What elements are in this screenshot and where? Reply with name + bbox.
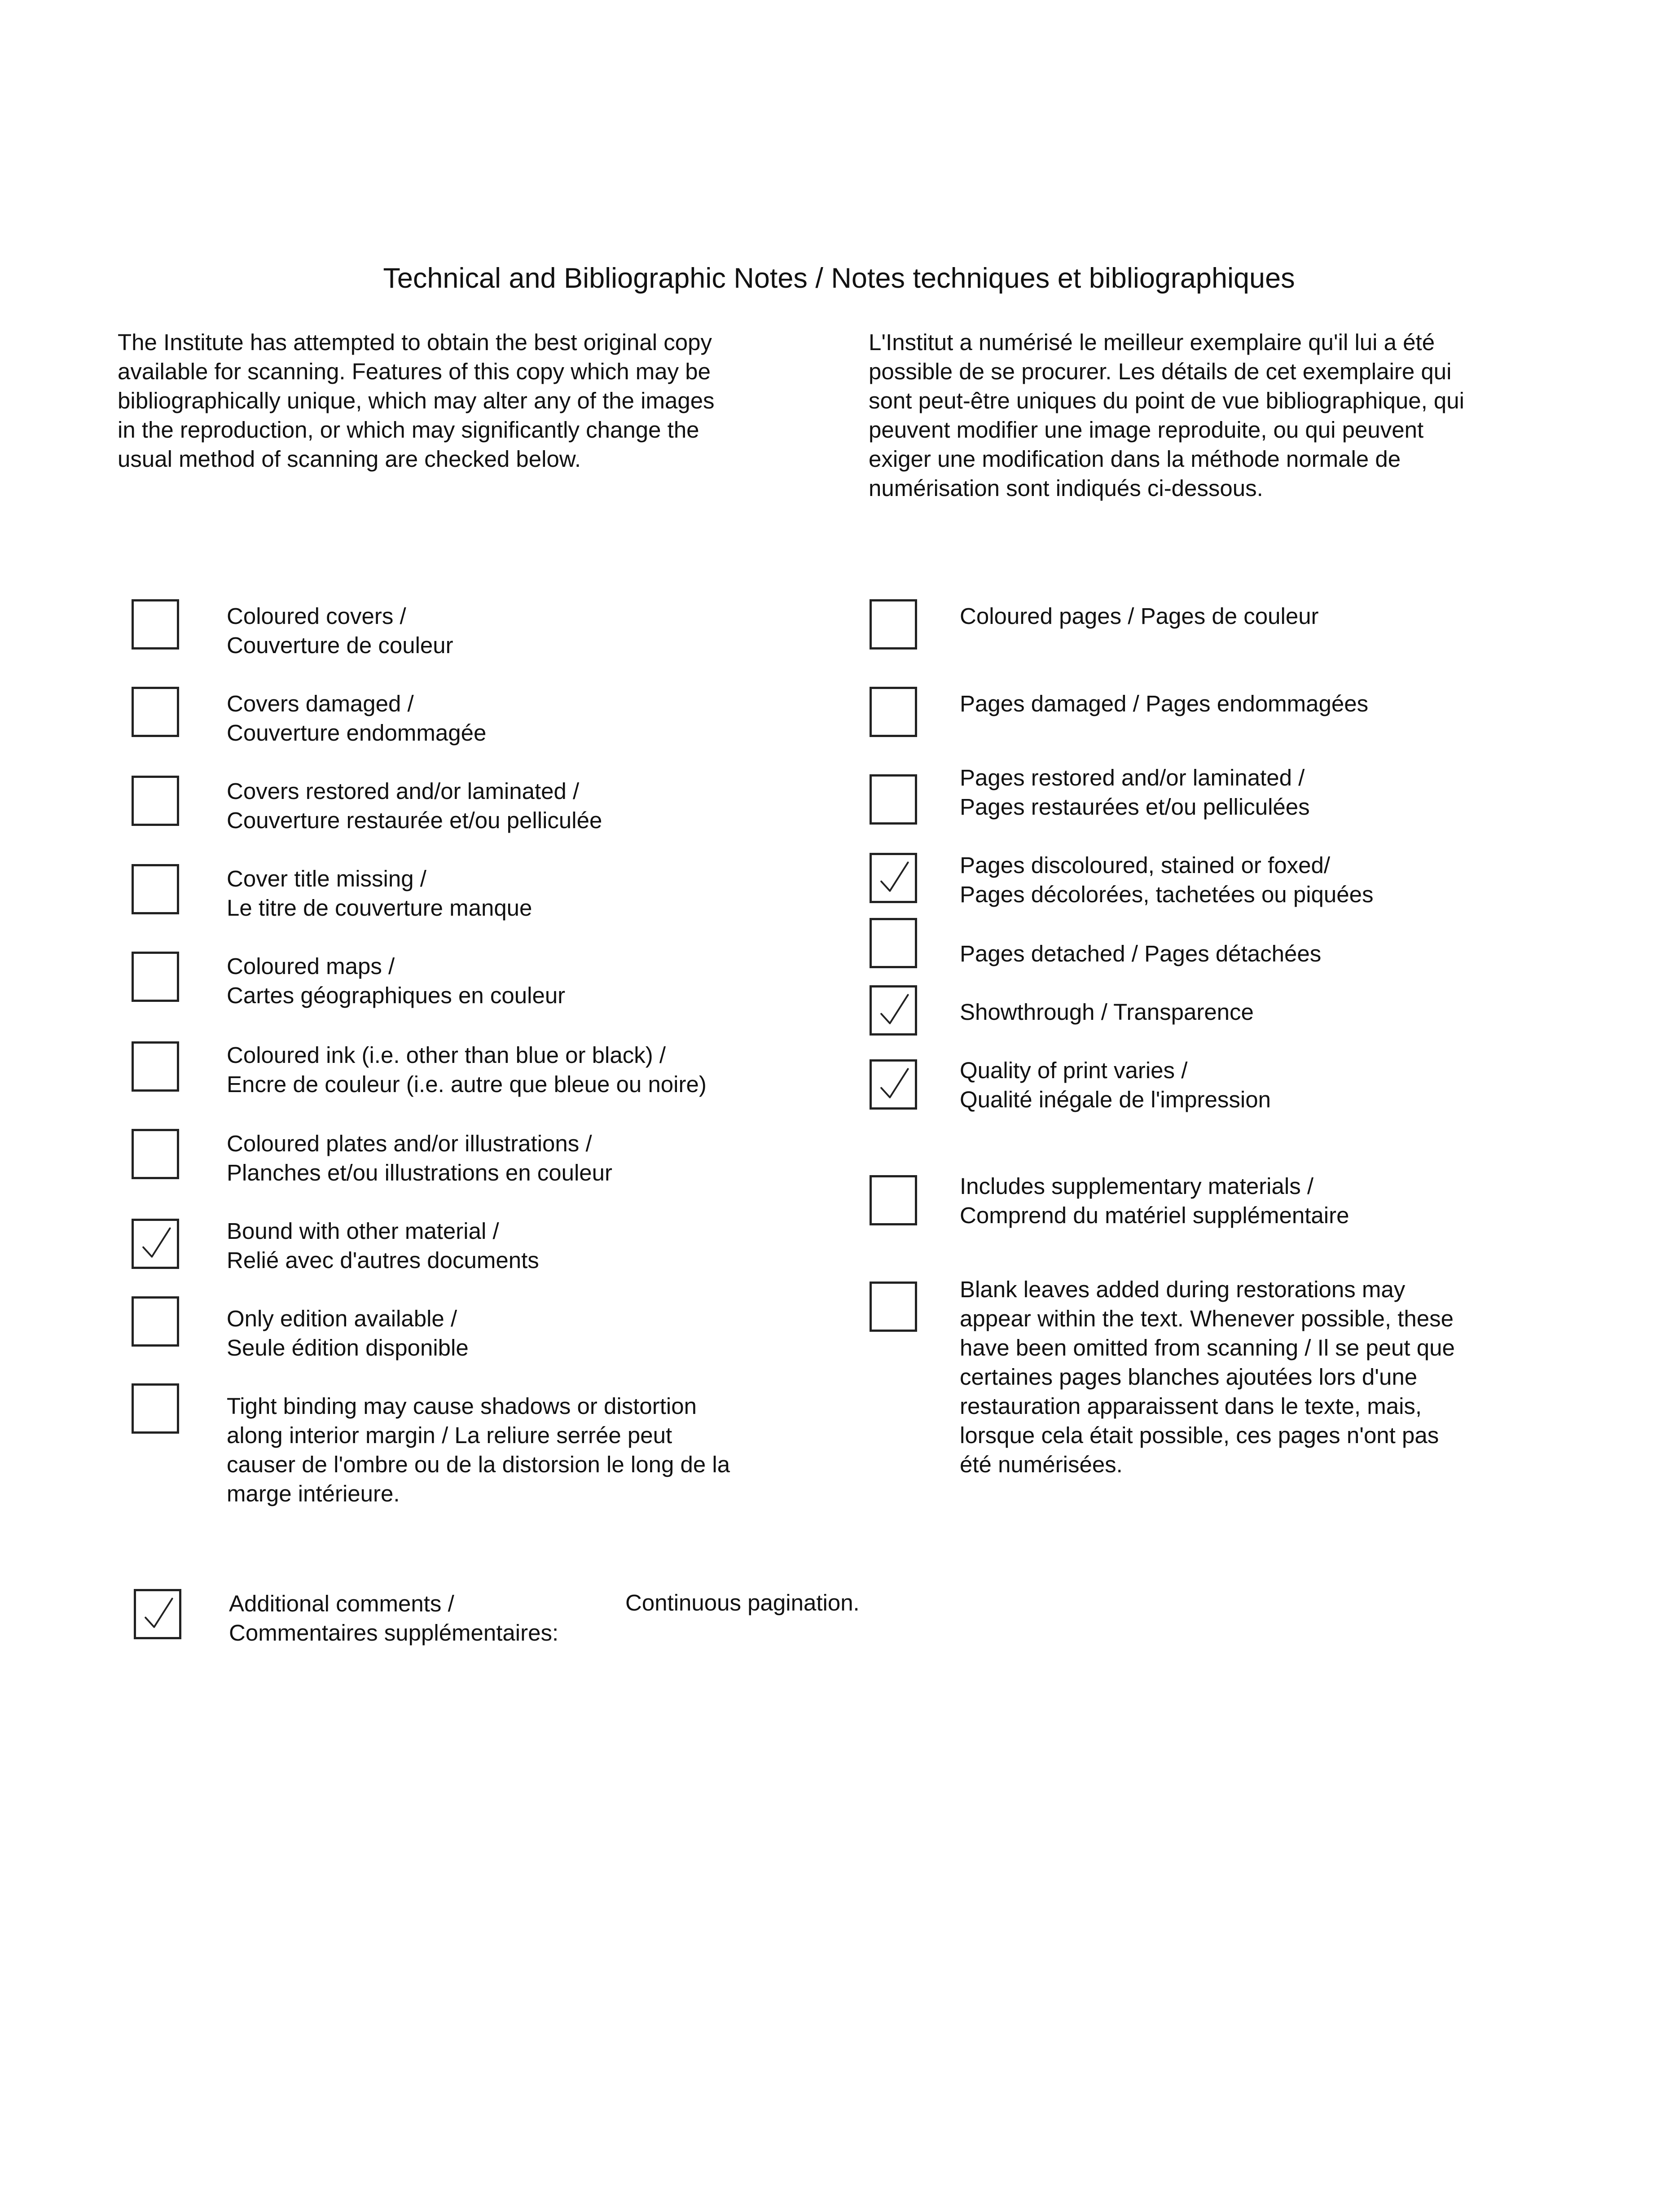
item-label-line: Tight binding may cause shadows or distortion xyxy=(227,1393,697,1419)
item-label-line: marge intérieure. xyxy=(227,1481,400,1506)
item-label-line: Quality of print varies / xyxy=(960,1058,1188,1083)
left-item-label-3 xyxy=(227,777,602,835)
left-checkbox-1[interactable] xyxy=(132,599,179,650)
item-label-line: Encre de couleur (i.e. autre que bleue ou noire) xyxy=(227,1071,707,1097)
left-item-label-10 xyxy=(227,1391,730,1508)
item-label-line: Showthrough / Transparence xyxy=(960,999,1254,1025)
item-label-line: Relié avec d'autres documents xyxy=(227,1247,539,1273)
item-label-line: Couverture de couleur xyxy=(227,632,453,658)
intro-line: usual method of scanning are checked below. xyxy=(118,446,581,472)
item-label-line: Bound with other material / xyxy=(227,1218,499,1244)
item-label-line: Coloured covers / xyxy=(227,603,406,629)
checkmark-icon xyxy=(872,988,915,1033)
checkmark-icon xyxy=(872,1062,915,1107)
right-item-label-7 xyxy=(960,1056,1271,1114)
intro-line: available for scanning. Features of this copy which may be xyxy=(118,359,711,384)
left-item-label-6 xyxy=(227,1040,707,1099)
item-label-line: Pages restaurées et/ou pelliculées xyxy=(960,794,1310,820)
left-checkbox-8[interactable] xyxy=(132,1219,179,1269)
intro-french xyxy=(869,328,1464,503)
right-checkbox-3[interactable] xyxy=(870,774,917,825)
right-checkbox-5[interactable] xyxy=(870,918,917,968)
intro-line: The Institute has attempted to obtain the best original copy xyxy=(118,329,712,355)
right-item-label-9 xyxy=(960,1275,1455,1479)
additional-comments-value: Continuous pagination. xyxy=(625,1590,860,1615)
item-label-line: Planches et/ou illustrations en couleur xyxy=(227,1160,613,1185)
page-title: Technical and Bibliographic Notes / Notes techniques et bibliographiques xyxy=(383,263,1295,294)
intro-line: possible de se procurer. Les détails de cet exemplaire qui xyxy=(869,359,1452,384)
right-checkbox-4[interactable] xyxy=(870,853,917,903)
left-checkbox-2[interactable] xyxy=(132,687,179,737)
item-label-line: Coloured pages / Pages de couleur xyxy=(960,603,1319,629)
item-label-line: Couverture restaurée et/ou pelliculée xyxy=(227,808,602,833)
item-label-line: Couverture endommagée xyxy=(227,720,487,746)
intro-line: L'Institut a numérisé le meilleur exemplaire qu'il lui a été xyxy=(869,329,1435,355)
checkmark-icon xyxy=(136,1591,179,1637)
right-item-label-3 xyxy=(960,763,1310,821)
right-item-label-2 xyxy=(960,689,1368,718)
left-checkbox-4[interactable] xyxy=(132,864,179,914)
intro-english xyxy=(118,328,715,474)
intro-line: numérisation sont indiqués ci-dessous. xyxy=(869,475,1263,501)
intro-line: in the reproduction, or which may significantly change the xyxy=(118,417,699,443)
additional-comments-checkbox[interactable] xyxy=(134,1589,181,1639)
item-label-line: have been omitted from scanning / Il se peut que xyxy=(960,1335,1455,1361)
item-label-line: lorsque cela était possible, ces pages n'ont pas xyxy=(960,1422,1439,1448)
item-label-line: Cover title missing / xyxy=(227,866,426,891)
comment-label-line: Additional comments / xyxy=(229,1591,454,1616)
left-item-label-2 xyxy=(227,689,486,747)
right-item-label-4 xyxy=(960,851,1374,909)
right-checkbox-8[interactable] xyxy=(870,1175,917,1225)
item-label-line: été numérisées. xyxy=(960,1452,1123,1477)
item-label-line: restauration apparaissent dans le texte, mais, xyxy=(960,1393,1422,1419)
intro-line: sont peut-être uniques du point de vue bibliographique, qui xyxy=(869,388,1464,413)
item-label-line: Qualité inégale de l'impression xyxy=(960,1087,1271,1112)
left-checkbox-9[interactable] xyxy=(132,1296,179,1347)
right-checkbox-7[interactable] xyxy=(870,1059,917,1110)
item-label-line: along interior margin / La reliure serrée peut xyxy=(227,1422,672,1448)
item-label-line: Pages discoloured, stained or foxed/ xyxy=(960,852,1331,878)
item-label-line: Le titre de couverture manque xyxy=(227,895,532,921)
intro-line: exiger une modification dans la méthode normale de xyxy=(869,446,1401,472)
left-checkbox-10[interactable] xyxy=(132,1383,179,1434)
item-label-line: Coloured plates and/or illustrations / xyxy=(227,1131,592,1156)
intro-line: bibliographically unique, which may alter any of the images xyxy=(118,388,715,413)
checkmark-icon xyxy=(872,855,915,901)
left-item-label-1 xyxy=(227,601,453,660)
left-item-label-7 xyxy=(227,1129,612,1187)
right-checkbox-9[interactable] xyxy=(870,1282,917,1332)
item-label-line: appear within the text. Whenever possible, these xyxy=(960,1306,1454,1331)
item-label-line: Pages restored and/or laminated / xyxy=(960,765,1305,790)
comment-label-line: Commentaires supplémentaires: xyxy=(229,1620,559,1646)
left-checkbox-5[interactable] xyxy=(132,952,179,1002)
right-checkbox-2[interactable] xyxy=(870,687,917,737)
item-label-line: Comprend du matériel supplémentaire xyxy=(960,1203,1349,1228)
item-label-line: Covers damaged / xyxy=(227,691,414,716)
item-label-line: causer de l'ombre ou de la distorsion le long de la xyxy=(227,1452,730,1477)
right-item-label-6 xyxy=(960,997,1254,1027)
item-label-line: Only edition available / xyxy=(227,1306,457,1331)
item-label-line: Pages detached / Pages détachées xyxy=(960,941,1322,966)
intro-line: peuvent modifier une image reproduite, ou qui peuvent xyxy=(869,417,1424,443)
item-label-line: Includes supplementary materials / xyxy=(960,1173,1314,1199)
right-item-label-5 xyxy=(960,939,1321,968)
item-label-line: Pages damaged / Pages endommagées xyxy=(960,691,1369,716)
left-checkbox-7[interactable] xyxy=(132,1129,179,1179)
item-label-line: Coloured maps / xyxy=(227,953,395,979)
item-label-line: Pages décolorées, tachetées ou piquées xyxy=(960,882,1374,907)
item-label-line: Blank leaves added during restorations may xyxy=(960,1277,1406,1302)
left-item-label-5 xyxy=(227,952,565,1010)
item-label-line: Seule édition disponible xyxy=(227,1335,469,1361)
right-item-label-1 xyxy=(960,601,1319,631)
item-label-line: Coloured ink (i.e. other than blue or black) / xyxy=(227,1042,666,1068)
right-checkbox-6[interactable] xyxy=(870,985,917,1036)
left-item-label-8 xyxy=(227,1216,539,1275)
right-item-label-8 xyxy=(960,1172,1349,1230)
item-label-line: certaines pages blanches ajoutées lors d'une xyxy=(960,1364,1418,1390)
additional-comments-label xyxy=(229,1589,558,1647)
right-checkbox-1[interactable] xyxy=(870,599,917,650)
left-checkbox-3[interactable] xyxy=(132,776,179,826)
item-label-line: Covers restored and/or laminated / xyxy=(227,778,580,804)
left-checkbox-6[interactable] xyxy=(132,1041,179,1092)
item-label-line: Cartes géographiques en couleur xyxy=(227,983,566,1008)
checkmark-icon xyxy=(134,1221,177,1267)
left-item-label-9 xyxy=(227,1304,469,1362)
left-item-label-4 xyxy=(227,864,532,922)
